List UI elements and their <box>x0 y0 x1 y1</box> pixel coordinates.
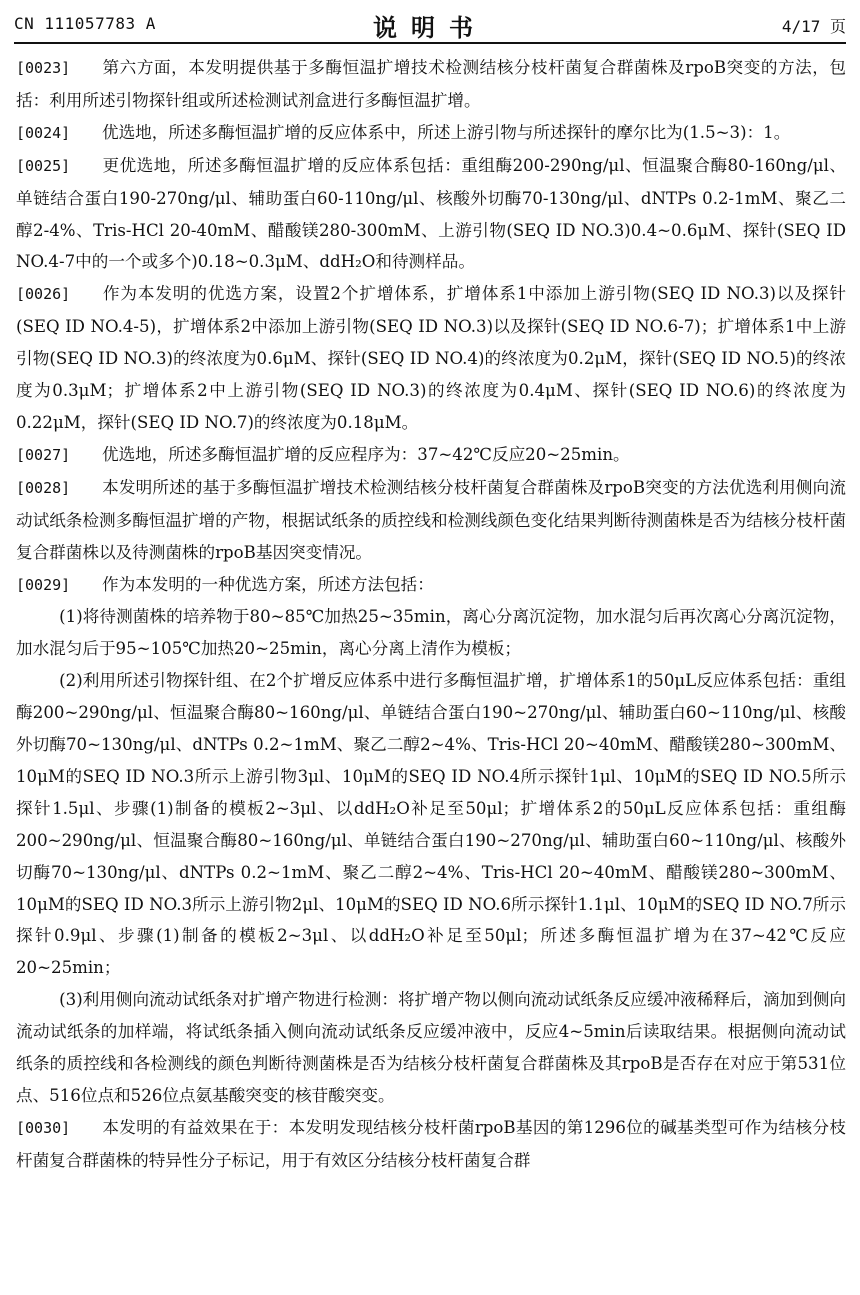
paragraph-0026 <box>16 278 846 439</box>
paragraph-text: 优选地，所述多酶恒温扩增的反应体系中，所述上游引物与所述探针的摩尔比为(1.5~3)：1。 <box>102 122 791 142</box>
paragraph-text: 第六方面，本发明提供基于多酶恒温扩增技术检测结核分枝杆菌复合群菌株及rpoB突变的方法，包括：利用所述引物探针组或所述检测试剂盒进行多酶恒温扩增。 <box>16 58 846 110</box>
paragraph-number: [0023] <box>16 59 71 77</box>
paragraph-0029 <box>16 569 846 602</box>
paragraph-0028 <box>16 472 846 569</box>
paragraph-text: 作为本发明的优选方案，设置2个扩增体系，扩增体系1中添加上游引物(SEQ ID NO.3)以及探针(SEQ ID NO.4-5)，扩增体系2中添加上游引物(SEQ ID NO.3)以及探针(SEQ ID NO.6-7)；扩增体系1中上游引物(SEQ ID NO.3)的终浓度为0.6μM、探针(SEQ ID NO.4)的终浓度为0.2μM，探针(SEQ ID NO.5)的终浓度为0.3μM；扩增体系2中上游引物(SEQ ID NO.3)的终浓度为0.4μM、探针(SEQ ID NO.6)的终浓度为0.22μM，探针(SEQ ID NO.7)的终浓度为0.18μM。 <box>16 284 846 432</box>
method-step-1: (1)将待测菌株的培养物于80~85℃加热25~35min，离心分离沉淀物，加水混匀后再次离心分离沉淀物，加水混匀后于95~105℃加热20~25min，离心分离上清作为模板； <box>16 607 846 659</box>
paragraph-text: 本发明所述的基于多酶恒温扩增技术检测结核分枝杆菌复合群菌株及rpoB突变的方法优选利用侧向流动试纸条检测多酶恒温扩增的产物，根据试纸条的质控线和检测线颜色变化结果判断待测菌株是否为结核分枝杆菌复合群菌株以及待测菌株的rpoB基因突变情况。 <box>16 477 846 562</box>
document-title: 说明书 <box>373 14 487 42</box>
paragraph-number: [0029] <box>16 575 71 594</box>
page-header <box>14 6 846 40</box>
method-step-3: (3)利用侧向流动试纸条对扩增产物进行检测：将扩增产物以侧向流动试纸条反应缓冲液稀释后，滴加到侧向流动试纸条的加样端，将试纸条插入侧向流动试纸条反应缓冲液中，反应4~5min后读取结果。根据侧向流动试纸条的质控线和各检测线的颜色判断待测菌株是否为结核分枝杆菌复合群菌株及其rpoB是否存在对应于第531位点、516位点和526位点氨基酸突变的核苷酸突变。 <box>16 990 846 1105</box>
paragraph-text: 优选地，所述多酶恒温扩增的反应程序为：37~42℃反应20~25min。 <box>102 444 630 464</box>
document-body <box>16 52 846 1177</box>
paragraph-0027 <box>16 439 846 472</box>
document-id: CN 111057783 A <box>14 14 156 33</box>
paragraph-0024 <box>16 117 846 150</box>
paragraph-text: 本发明的有益效果在于：本发明发现结核分枝杆菌rpoB基因的第1296位的碱基类型可作为结核分枝杆菌复合群菌株的特异性分子标记，用于有效区分结核分枝杆菌复合群 <box>16 1117 846 1170</box>
paragraph-number: [0025] <box>16 156 71 175</box>
page-number: 4/17 页 <box>781 17 846 36</box>
paragraph-0030 <box>16 1112 846 1177</box>
header-rule <box>14 42 846 44</box>
paragraph-text: 作为本发明的一种优选方案，所述方法包括： <box>102 574 434 594</box>
paragraph-number: [0028] <box>16 478 71 497</box>
paragraph-number: [0024] <box>16 123 71 142</box>
paragraph-number: [0030] <box>16 1118 71 1137</box>
paragraph-number: [0027] <box>16 445 71 464</box>
paragraph-0023 <box>16 52 846 117</box>
method-step-2: (2)利用所述引物探针组、在2个扩增反应体系中进行多酶恒温扩增，扩增体系1的50μL反应体系包括：重组酶200~290ng/μl、恒温聚合酶80~160ng/μl、单链结合蛋白190~270ng/μl、辅助蛋白60~110ng/μl、核酸外切酶70~130ng/μl、dNTPs 0.2~1mM、聚乙二醇2~4%、Tris-HCl 20~40mM、醋酸镁280~300mM、10μM的SEQ ID NO.3所示上游引物3μl、10μM的SEQ ID NO.4所示探针1μl、10μM的SEQ ID NO.5所示探针1.5μl、步骤(1)制备的模板2~3μl、以ddH₂O补足至50μl；扩增体系2的50μL反应体系包括：重组酶200~290ng/μl、恒温聚合酶80~160ng/μl、单链结合蛋白190~270ng/μl、辅助蛋白60~110ng/μl、核酸外切酶70~130ng/μl、dNTPs 0.2~1mM、聚乙二醇2~4%、Tris-HCl 20~40mM、醋酸镁280~300mM、10μM的SEQ ID NO.3所示上游引物2μl、10μM的SEQ ID NO.6所示探针1.1μl、10μM的SEQ ID NO.7所示探针0.9μl、步骤(1)制备的模板2~3μl、以ddH₂O补足至50μl；所述多酶恒温扩增为在37~42℃反应20~25min； <box>16 671 846 978</box>
paragraph-0025 <box>16 150 846 279</box>
paragraph-number: [0026] <box>16 285 71 304</box>
paragraph-text: 更优选地，所述多酶恒温扩增的反应体系包括：重组酶200-290ng/μl、恒温聚合酶80-160ng/μl、单链结合蛋白190-270ng/μl、辅助蛋白60-110ng/μl、核酸外切酶70-130ng/μl、dNTPs 0.2-1mM、聚乙二醇2-4%、Tris-HCl 20-40mM、醋酸镁280-300mM、上游引物(SEQ ID NO.3)0.4~0.6μM、探针(SEQ ID NO.4-7中的一个或多个)0.18~0.3μM、ddH₂O和待测样品。 <box>16 155 846 272</box>
